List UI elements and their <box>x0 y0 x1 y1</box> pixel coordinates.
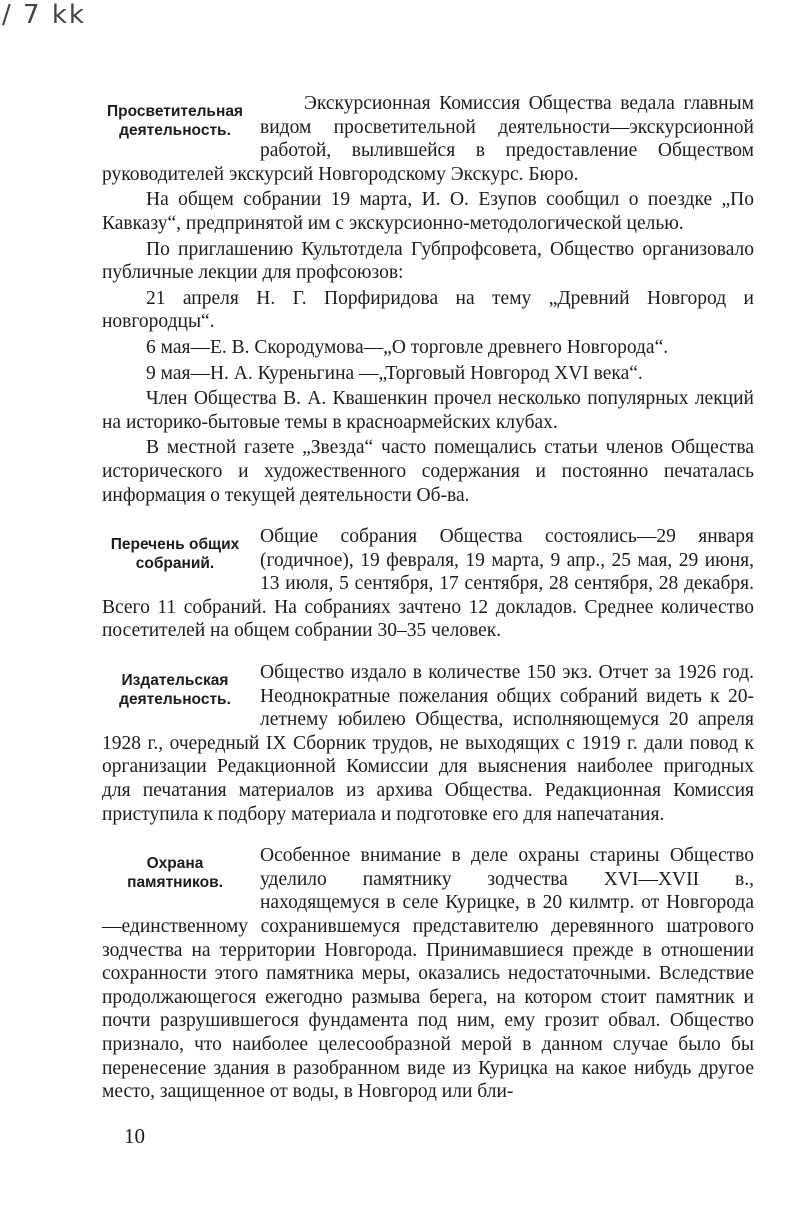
corner-mark: / 7 kk <box>2 0 86 30</box>
paragraph: Общие собрания Общества состоялись—29 января (годичное), 19 февраля, 19 марта, 9 апр., 25 мая, 29 июня, 13 июля, 5 сентября, 17 сентября, 28 сентября, 28 декабря. Всего 11 собраний. На собраниях зачтено 12 докладов. Среднее количество посетителей на общем собрании 30–35 человек. <box>102 526 754 642</box>
lecture-item: 9 мая—Н. А. Куреньгина —„Торговый Новгород XVI века“. <box>146 362 643 384</box>
page-number: 10 <box>124 1124 145 1148</box>
side-heading: Охрана памятников. <box>127 855 223 892</box>
page-body <box>102 92 754 1104</box>
paragraph: Член Общества В. А. Квашенкин прочел несколько популярных лекций на историко-бытовые темы в красноармейских клубах. <box>102 388 754 433</box>
section-education <box>102 92 754 507</box>
section-publishing <box>102 661 754 826</box>
lecture-item: 21 апреля Н. Г. Порфиридова на тему „Древний Новгород и новгородцы“. <box>102 287 754 333</box>
paragraph: По приглашению Культотдела Губпрофсовета, Общество организовало публичные лекции для профсоюзов: <box>102 238 754 284</box>
section-meetings <box>102 525 754 643</box>
section-monuments <box>102 844 754 1104</box>
lecture-item: 6 мая—Е. В. Скородумова—„О торговле древнего Новгорода“. <box>146 336 669 358</box>
paragraph: В местной газете „Звезда“ часто помещались статьи членов Общества исторического и художественного содержания и постоянно печаталась информация о текущей деятельности Об-ва. <box>102 437 754 506</box>
paragraph: Особенное внимание в деле охраны старины Общество уделило памятнику зодчества XVI—XVII в., находящемуся в селе Курицке, в 20 килмтр. от Новгорода—единственному сохранившемуся представителю деревянного шатрового зодчества на территории Новгорода. Принимавшиеся прежде в отношении сохранности этого памятника меры, оказались недостаточными. Вследствие продолжающегося ежегодно размыва берега, на котором стоит памятник и почти разрушившегося фундамента под ним, ему грозит обвал. Общество признало, что наиболее целесообразной мерой в данном случае было бы перенесение здания в разобранном виде из Курицка на какое нибудь другое место, защищенное от воды, в Новгород или бли- <box>102 845 754 1103</box>
paragraph: Экскурсионная Комиссия Общества ведала главным видом просветительной деятельности—экскурсионной работой, вылившейся в предоставление Обществом руководителей экскурсий Новгородскому Экскурс. Бюро. <box>102 93 754 185</box>
side-heading: Перечень общих собраний. <box>110 536 240 573</box>
paragraph: Общество издало в количестве 150 экз. Отчет за 1926 год. Неоднократные пожелания общих собраний видеть к 20-летнему юбилею Общества, исполняющемуся 20 апреля 1928 г., очередный IX Сборник трудов, не выходящих с 1919 г. дали повод к организации Редакционной Комиссии для выяснения наиболее пригодных для печатания материалов из архива Общества. Редакционная Комиссия приступила к подбору материала и подготовке его для напечатания. <box>102 662 754 825</box>
side-heading: Просветительная деятельность. <box>107 103 243 139</box>
side-heading: Издательская деятельность. <box>119 672 231 709</box>
paragraph: На общем собрании 19 марта, И. О. Езупов сообщил о поездке „По Кавказу“, предпринятой им с экскурсионно-методологической целью. <box>102 189 754 234</box>
